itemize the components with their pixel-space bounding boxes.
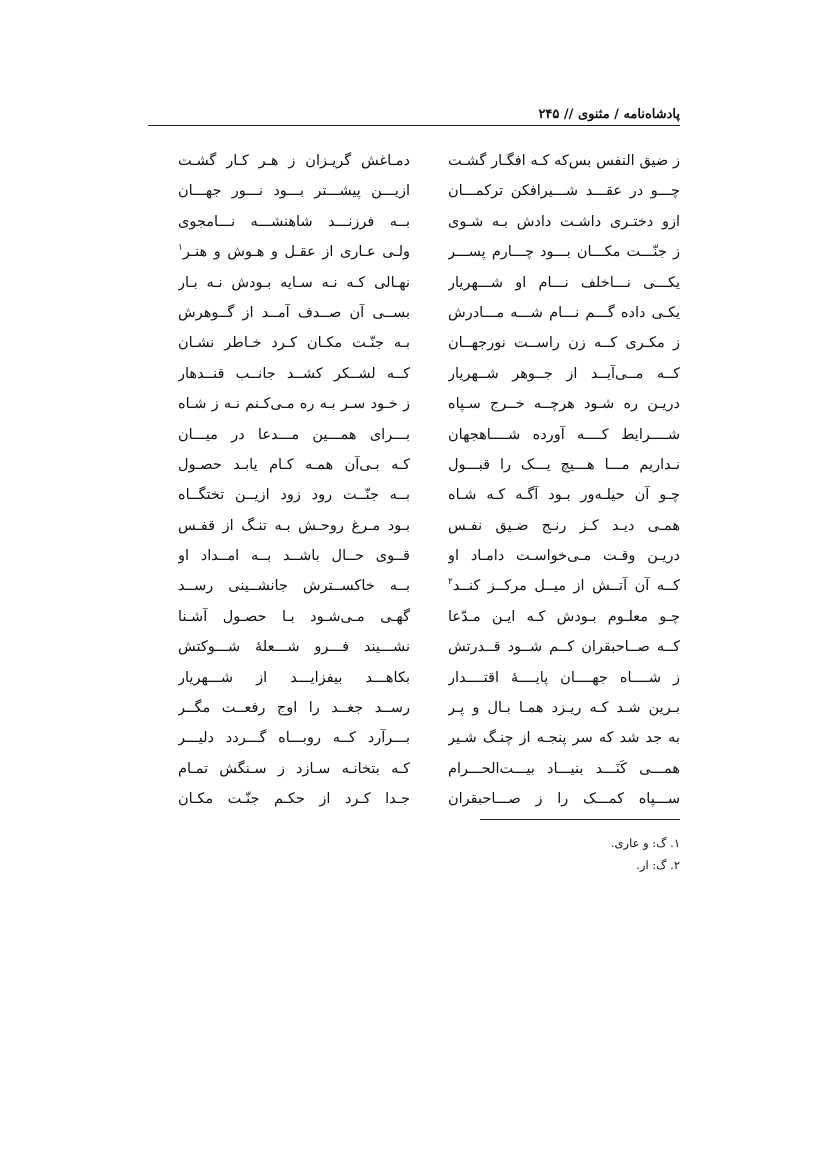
- hemistich-left-9: ز خـود سـر بـه ره مـی‌کـنم نـه ز شـاه: [178, 396, 410, 413]
- footnote-ref-2: ۲: [448, 577, 453, 588]
- masnavi-poem: [148, 146, 680, 806]
- hemistich-right-1: ز ضیق النفس بس‌که کـه افگـار گشـت: [448, 153, 680, 169]
- right-hemistich-column: [448, 146, 680, 815]
- footnote-rule: [480, 819, 680, 820]
- hemistich-right-18: ز شــــاه جهــــان پایــــهٔ اقتــــدار: [448, 669, 680, 686]
- hemistich-right-6: یکـی داده گـــم نـــام شـــه مـــادرش: [448, 304, 680, 321]
- page-header: [148, 103, 680, 123]
- hemistich-right-14: دریـن وقـت مـی‌خواسـت دامـاد او: [448, 548, 680, 565]
- hemistich-left-15: بــه خاکســترش جانشــینی رســد: [178, 578, 410, 595]
- hemistich-right-16: چـو معلـوم بـودش کـه ایـن مـدّعا: [448, 608, 680, 625]
- hemistich-right-12: چـو آن حیلـه‌ور بـود آگـه کـه شـاه: [448, 487, 680, 504]
- hemistich-left-4-text: ولـی عـاری از عقـل و هـوش و هنـر: [182, 244, 410, 261]
- hemistich-right-10: شــــرایط کــــه آورده شــــاهجهان: [448, 426, 680, 443]
- hemistich-left-3: بــه فرزنـــد شاهنشـــه نـــامجوی: [178, 213, 410, 230]
- hemistich-right-2: چـــو در عقـــد شـــیرافکن ترکمـــان: [448, 183, 680, 200]
- hemistich-left-21: کـه بتخانـه سـازد ز سـنگش تمـام: [178, 760, 410, 777]
- hemistich-right-4: ز جنّـــت مکـــان بـــود چـــارم پســـر: [448, 244, 680, 261]
- hemistich-left-11: کـه بـی‌آن همـه کـام یابـد حصـول: [178, 456, 410, 473]
- header-rule: [148, 125, 680, 126]
- hemistich-right-20: به جد شد که سر پنجـه از چنـگ شـیر: [448, 730, 680, 747]
- hemistich-left-22: جـدا کـرد از حکـم جنّـت مکـان: [178, 791, 410, 808]
- hemistich-right-15-text: کــه آن آتــش از میــل مرکــز کنــد: [452, 578, 680, 595]
- hemistich-left-5: نهـالی کـه نـه سـایه بـودش نـه بـار: [178, 274, 410, 291]
- hemistich-left-2: ازیـــن پیشـــتر بـــود نـــور جهـــان: [178, 183, 410, 200]
- hemistich-right-3: ازو دختـری داشـت دادش بـه شـوی: [448, 213, 680, 230]
- hemistich-right-8: کــه مــی‌آیــد از جــوهر شــهریار: [448, 365, 680, 382]
- hemistich-right-19: بـرین شـد کـه ریـزد همـا بـال و پـر: [448, 700, 680, 717]
- hemistich-left-18: بکاهـــد بیفزایـــد از شـــهریار: [178, 669, 410, 686]
- hemistich-left-4: [178, 237, 410, 267]
- hemistich-left-12: بــه جنّــت رود زود ازیــن تختگــاه: [178, 487, 410, 504]
- hemistich-right-5: یکـــی نـــاخلف نـــام او شـــهریار: [448, 274, 680, 291]
- hemistich-right-22: ســـپاه کمـــک را ز صـــاحبقران: [448, 791, 680, 808]
- running-title: پادشاه‌نامه / مثنوی // ۲۴۵: [538, 107, 680, 122]
- hemistich-right-17: کــه صــاحبقران کــم شــود قــدرتش: [448, 639, 680, 656]
- hemistich-right-9: دریـن ره شـود هرچــه خــرج سـپاه: [448, 396, 680, 413]
- footnote-1: ۱. گ: و عاری.: [610, 836, 680, 850]
- footnotes: [380, 832, 680, 876]
- footnote-ref-1: ۱: [178, 243, 183, 254]
- hemistich-right-21: همـــی کَنَـــد بنیـــاد بیـــت‌الحـــرام: [448, 760, 680, 777]
- hemistich-right-15: [448, 571, 680, 601]
- hemistich-left-19: رســد جغــد را اوج رفعــت مگــر: [178, 700, 410, 717]
- hemistich-left-1: دمـاغش گریـزان ز هـر کـار گشـت: [178, 153, 410, 169]
- hemistich-left-8: کــه لشــکر کشــد جانــب قنــدهار: [178, 365, 410, 382]
- hemistich-left-20: بـــرآرد کــه روبـــاه گـــردد دلیـــر: [178, 730, 410, 747]
- left-hemistich-column: [178, 146, 410, 815]
- hemistich-left-10: بـــرای همـــین مـــدعا در میـــان: [178, 426, 410, 443]
- hemistich-left-6: بســی آن صــدف آمــد از گــوهرش: [178, 304, 410, 321]
- hemistich-left-14: قــوی حــال باشــد بــه امــداد او: [178, 548, 410, 565]
- hemistich-left-17: نشـــیند فـــرو شـــعلهٔ شـــوکتش: [178, 639, 410, 656]
- hemistich-right-7: ز مکـری کــه زن راســت نورجهــان: [448, 335, 680, 352]
- hemistich-left-16: گهـی مـی‌شـود بـا حصـول آشـنا: [178, 608, 410, 625]
- hemistich-left-13: بـود مـرغ روحـش بـه تنـگ از قفـس: [178, 517, 410, 534]
- hemistich-left-7: بـه جنّـت مکـان کـرد خـاطر نشـان: [178, 335, 410, 352]
- footnote-2: ۲. گ: ار.: [636, 858, 680, 872]
- hemistich-right-11: نـداریم مـــا هـــیچ یـــک را قبـــول: [448, 456, 680, 473]
- hemistich-right-13: همـی دیـد کـز رنـج ضـیق نفـس: [448, 517, 680, 534]
